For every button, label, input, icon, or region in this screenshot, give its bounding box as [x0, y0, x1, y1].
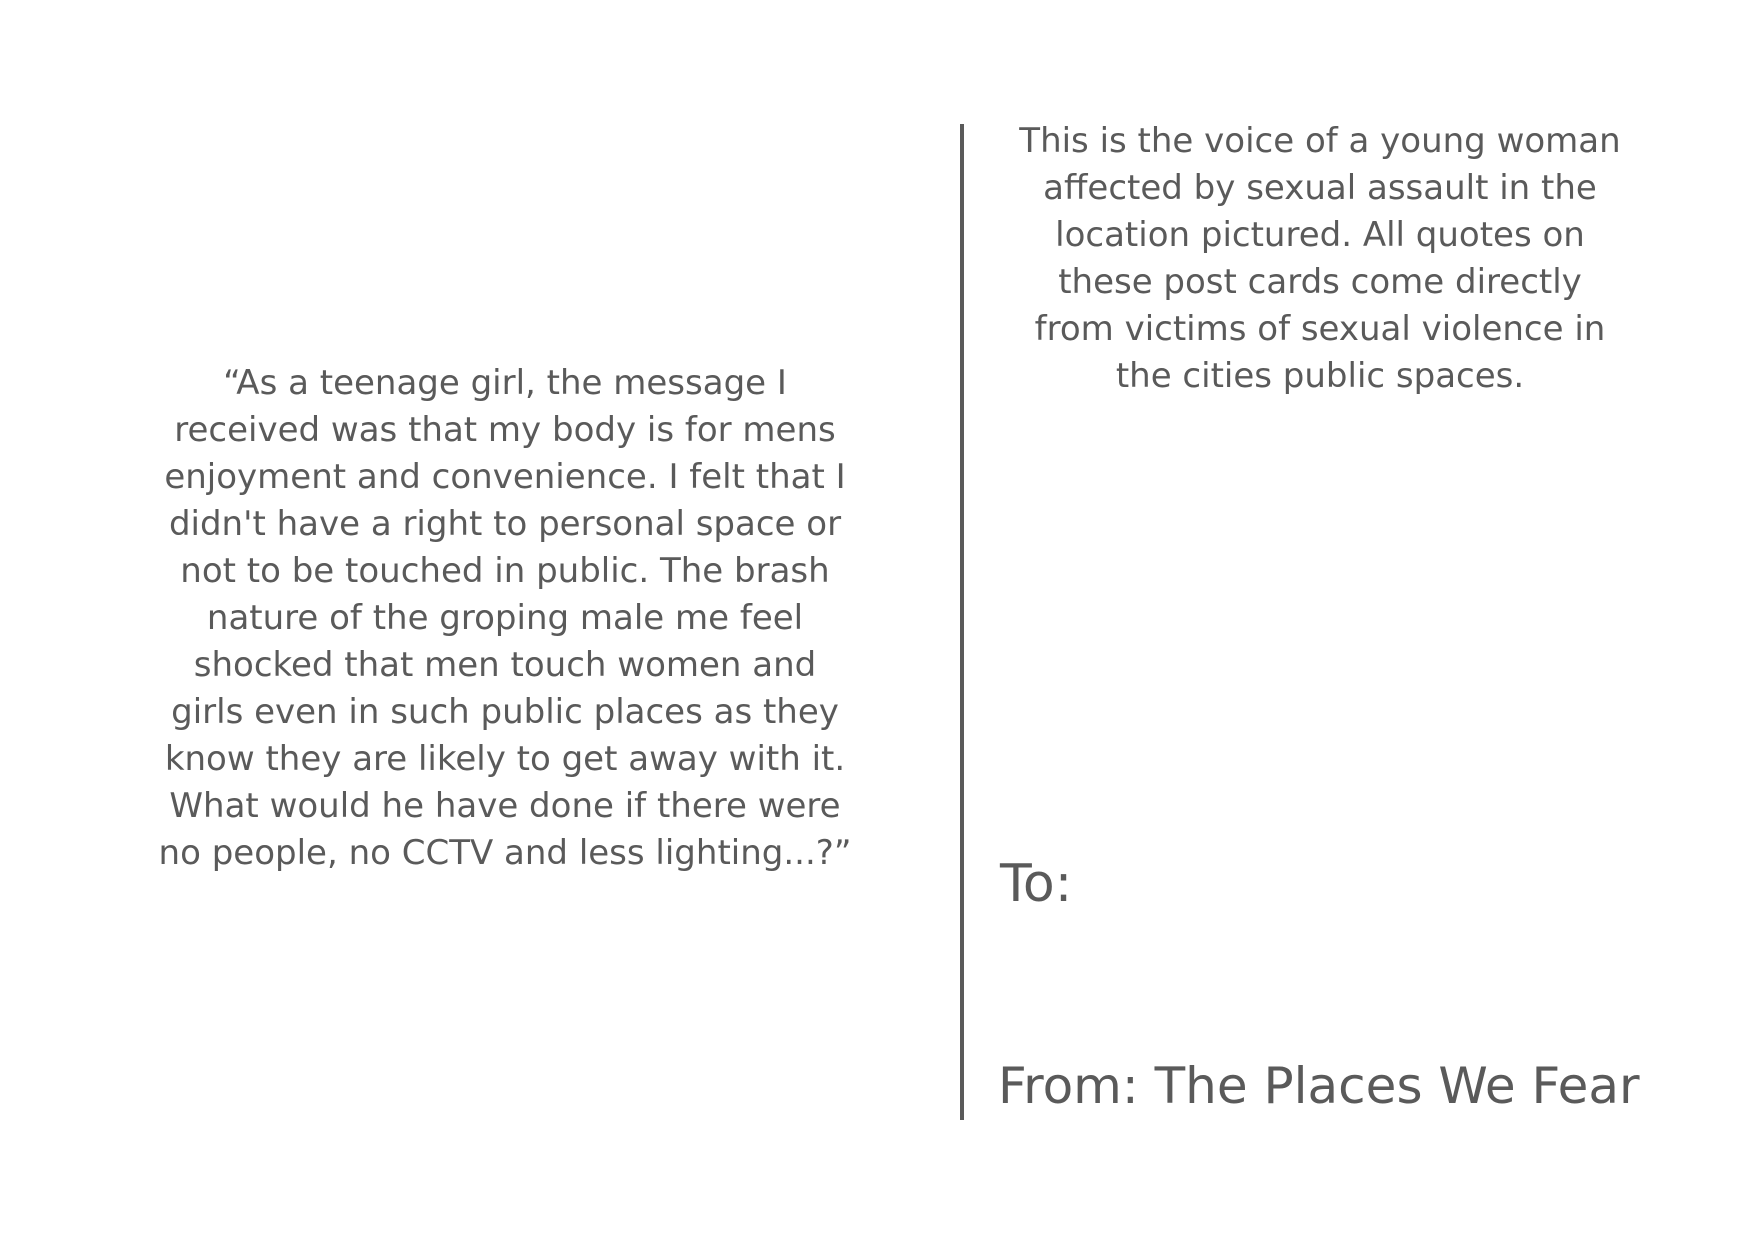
center-divider: [960, 124, 964, 1120]
to-label: To:: [1000, 854, 1073, 914]
from-label: From: The Places We Fear: [998, 1057, 1640, 1115]
intro-text: This is the voice of a young woman affected by sexual assault in the location pictured. All quotes on these post cards come directly from victims of sexual violence in the cities public spaces.: [1019, 121, 1621, 396]
victim-quote: “As a teenage girl, the message I received was that my body is for mens enjoyment and convenience. I felt that I didn't have a right to personal space or not to be touched in public. The brash nature of the groping male me feel shocked that men touch women and girls even in such public places as they know they are likely to get away with it. What would he have done if there were no people, no CCTV and less lighting...?”: [158, 363, 852, 873]
